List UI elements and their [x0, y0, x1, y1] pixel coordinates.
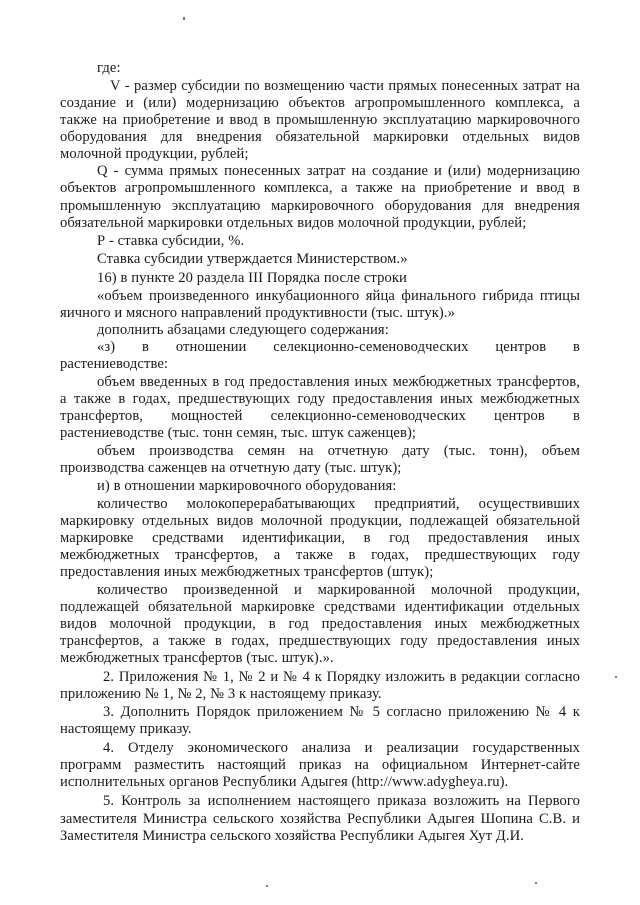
text-line: количество молокоперерабатывающих предприятий, осуществивших: [97, 496, 580, 512]
text-line: маркировку отдельных видов молочной продукции, подлежащей обязательной: [60, 513, 580, 529]
text-line: где:: [97, 60, 121, 76]
text-line: промышленную эксплуатацию маркировочного оборудования для внедрения: [60, 198, 580, 214]
text-line: растениеводстве:: [60, 356, 169, 372]
text-line: межбюджетных трансфертов, а также в годах, предшествующих году: [60, 547, 580, 563]
text-line: предоставления иных межбюджетных трансфертов (штук);: [60, 564, 434, 580]
text-line: подлежащей обязательной маркировке средствами идентификации отдельных: [60, 599, 580, 615]
text-line: V - размер субсидии по возмещению части прямых понесенных затрат на: [110, 78, 580, 94]
text-line: настоящему приказу.: [60, 721, 192, 737]
text-line: количество произведенной и маркированной молочной продукции,: [97, 582, 580, 598]
text-line: производства саженцев на отчетную дату (тыс. штук);: [60, 460, 402, 476]
text-line: также на приобретение и ввод в промышленную эксплуатацию маркировочного: [60, 112, 580, 128]
text-line: 16) в пункте 20 раздела III Порядка после строки: [97, 270, 407, 286]
text-line: Р - ставка субсидии, %.: [97, 233, 245, 249]
text-line: и) в отношении маркировочного оборудования:: [97, 478, 397, 494]
text-line: трансфертов, мощностей селекционно-семеноводческих центров в: [60, 408, 580, 424]
text-line: дополнить абзацами следующего содержания:: [97, 322, 389, 338]
text-line: создание и (или) модернизацию объектов агропромышленного комплекса, а: [60, 95, 580, 111]
text-line: яичного и мясного направлений продуктивности (тыс. штук).»: [60, 305, 456, 321]
text-line: 4. Отделу экономического анализа и реализации государственных: [103, 740, 580, 756]
text-line: программ разместить настоящий приказ на официальном Интернет-сайте: [60, 757, 580, 773]
text-line: маркировке средствами идентификации, в год предоставления иных: [60, 530, 580, 546]
scan-speck: [266, 885, 268, 887]
text-line: заместителя Министра сельского хозяйства Республики Адыгея Шопина С.В. и: [60, 811, 580, 827]
text-line: объем введенных в год предоставления иных межбюджетных трансфертов,: [97, 374, 580, 390]
scan-speck: [183, 17, 185, 20]
text-line: 2. Приложения № 1, № 2 и № 4 к Порядку изложить в редакции согласно: [103, 669, 580, 685]
text-line: а также в годах, предшествующих году предоставления иных межбюджетных: [60, 391, 580, 407]
text-line: растениеводстве (тыс. тонн семян, тыс. штук саженцев);: [60, 425, 417, 441]
text-line: объем производства семян на отчетную дату (тыс. тонн), объем: [97, 443, 580, 459]
text-line: 5. Контроль за исполнением настоящего приказа возложить на Первого: [103, 793, 580, 809]
text-line: «з) в отношении селекционно-семеноводческих центров в: [97, 339, 580, 355]
text-line: исполнительных органов Республики Адыгея (http://www.adygheya.ru).: [60, 774, 509, 790]
text-line: 3. Дополнить Порядок приложением № 5 согласно приложению № 4 к: [103, 704, 580, 720]
scan-speck: [535, 882, 537, 884]
text-line: объектов агропромышленного комплекса, а также на приобретение и ввод в: [60, 180, 580, 196]
text-line: Заместителя Министра сельского хозяйства Республики Адыгея Хут Д.И.: [60, 828, 524, 844]
text-line: обязательной маркировки отдельных видов молочной продукции, рублей;: [60, 215, 527, 231]
text-line: трансфертов, а также в годах, предшествующих году предоставления иных: [60, 633, 580, 649]
text-line: Ставка субсидии утверждается Министерством.»: [97, 251, 408, 267]
scan-speck: [615, 676, 617, 678]
text-line: оборудования для внедрения обязательной маркировки отдельных видов: [60, 129, 580, 145]
text-line: межбюджетных трансфертов (тыс. штук).».: [60, 650, 334, 666]
text-line: приложению № 1, № 2, № 3 к настоящему приказу.: [60, 686, 382, 702]
text-line: Q - сумма прямых понесенных затрат на создание и (или) модернизацию: [97, 163, 580, 179]
text-line: «объем произведенного инкубационного яйца финального гибрида птицы: [97, 288, 580, 304]
text-line: видов молочной продукции, в год предоставления иных межбюджетных: [60, 616, 580, 632]
text-line: молочной продукции, рублей;: [60, 146, 249, 162]
